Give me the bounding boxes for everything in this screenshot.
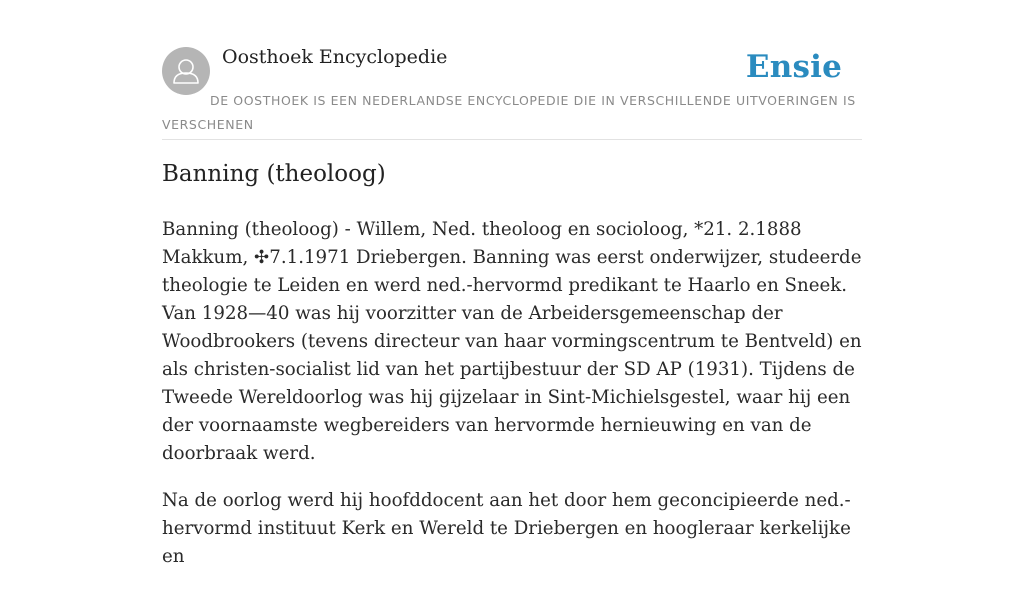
- site-tagline: DE OOSTHOEK IS EEN NEDERLANDSE ENCYCLOPEDIE DIE IN VERSCHILLENDE UITVOERINGEN IS VERSCHENEN: [162, 93, 856, 132]
- article-paragraph: Na de oorlog werd hij hoofddocent aan het door hem geconcipieerde ned.-hervormd instituut Kerk en Wereld te Driebergen en hoogleraar kerkelijke en: [162, 490, 851, 567]
- site-header: [162, 0, 862, 140]
- site-title-link[interactable]: Oosthoek Encyclopedie: [222, 46, 448, 68]
- page-container: [162, 0, 862, 567]
- avatar-silhouette-icon: [162, 47, 210, 95]
- article-body: [162, 216, 862, 590]
- article-paragraph: Banning (theoloog) - Willem, Ned. theoloog en socioloog, *21. 2.1888 Makkum, ✣7.1.1971 Driebergen. Banning was eerst onderwijzer, studeerde theologie te Leiden en werd ned.-hervormd predikant te Haarlo en Sneek. Van 1928—40 was hij voorzitter van de Arbeidersgemeenschap der Woodbrookers (tevens directeur van haar vormingscentrum te Bentveld) en als christen-socialist lid van het partijbestuur der SD AP (1931). Tijdens de Tweede Wereldoorlog was hij gijzelaar in Sint-Michielsgestel, waar hij een der voornaamste wegbereiders van hervormde hernieuwing en van de doorbraak werd.: [162, 219, 862, 464]
- user-avatar-icon[interactable]: [162, 47, 210, 95]
- article-title: Banning (theoloog): [162, 161, 386, 187]
- ensie-logo[interactable]: Ensie: [745, 49, 842, 85]
